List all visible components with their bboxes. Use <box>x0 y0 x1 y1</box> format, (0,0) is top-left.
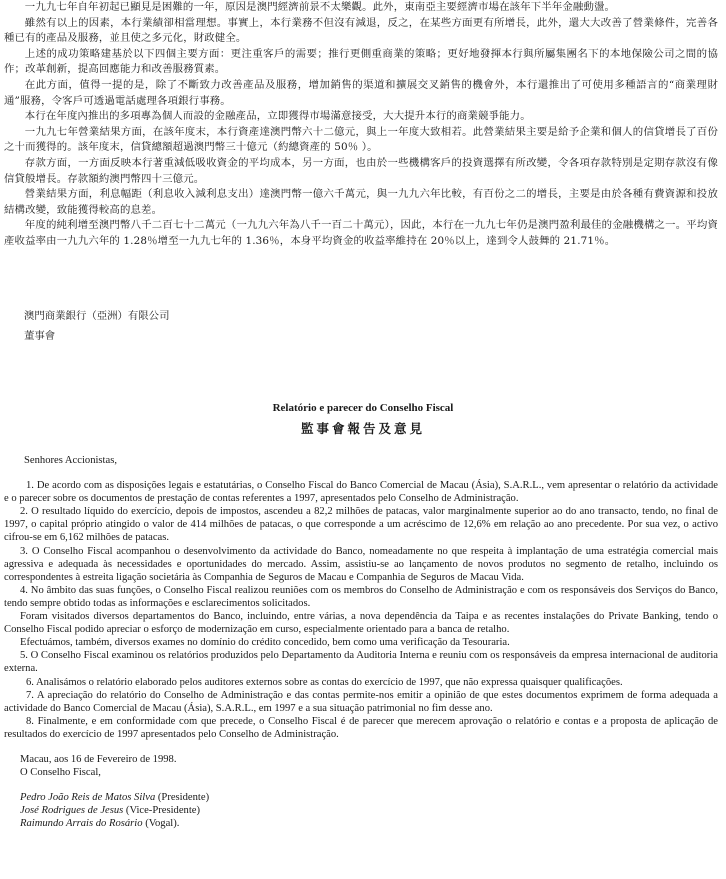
signatory-name: Pedro João Reis de Matos Silva <box>20 792 156 804</box>
zh-paragraph: 一九九七年營業結果方面，在該年度末，本行資產達澳門幣六十二億元，與上一年度大致相若。此營業結果主要是給予企業和個人的信貸增長了百份之十而獲得的。該年度末，信貸總額超過澳門幣三十億元（約總資產的 50％ ）。 <box>4 125 718 154</box>
pt-paragraph: Efectuámos, também, diversos exames no domínio do crédito concedido, bem como uma verificação da Tesouraria. <box>20 637 510 649</box>
chinese-report-body <box>4 0 718 250</box>
salutation: Senhores Accionistas, <box>24 455 117 466</box>
pt-paragraph: 2. O resultado líquido do exercício, depois de impostos, ascendeu a 82,2 milhões de patacas, valor marginalmente superior ao do ano transacto, tendo, no final de 1997, o capital próprio atingido o valor de 414 milhões de patacas, o que corresponde a um acréscimo de 12,6% em relação ao ano precedente. Por sua vez, o activo cifrou-se em 6,162 milhões de patacas. <box>4 506 718 544</box>
zh-paragraph: 本行在年度內推出的多項專為個人而設的金融產品，立即獲得市場滿意接受，大大提升本行的商業競爭能力。 <box>24 110 531 123</box>
zh-paragraph: 一九九七年自年初起已顯見是困難的一年，原因是澳門經濟前景不太樂觀。此外，東南亞主要經濟市場在該年下半年金融動盪。 <box>24 1 616 13</box>
signature-line <box>20 804 718 817</box>
pt-paragraph: 4. No âmbito das suas funções, o Conselho Fiscal realizou reuniões com os membros do Conselho de Administração e com os responsáveis dos Serviços do Banco, tendo sempre obtido todas as informações e esclarecimentos solicitados. <box>4 584 718 609</box>
pt-paragraph: 7. A apreciação do relatório do Conselho de Administração e das contas permite-nos emitir a opinião de que estes documentos exprimem de forma adequada a actividade do Banco Comercial de Macau (Ásia), S.A.R.L., em 1997 e a sua situação patrimonial no fim desse ano. <box>4 689 718 714</box>
pt-paragraph: 3. O Conselho Fiscal acompanhou o desenvolvimento da actividade do Banco, nomeadamente no que respeita à implantação de uma estratégia comercial mais agressiva e adequada às necessidades e oportunidades do mercado. Assim, assistiu-se ao lançamento de novos produtos no segmento de retalho, incluindo os correspondentes à estreita ligação societária às Companhia de Seguros de Macau e Companhia de Seguros de Macau Vida. <box>4 545 718 583</box>
signatory-name: José Rodrigues de Jesus <box>20 805 124 817</box>
closing-line: O Conselho Fiscal, <box>20 767 101 779</box>
zh-paragraph: 雖然有以上的因素，本行業績卻相當理想。事實上，本行業務不但沒有減退，反之，在某些方面更有所增長，此外，還大大改善了營業條件，完善各種已有的產品及服務，並且使之多元化，財政健全。 <box>4 16 718 45</box>
zh-paragraph: 年度的純利增至澳門幣八千二百七十二萬元（一九九六年為八千一百二十萬元），因此，本行在一九九七年仍是澳門盈利最佳的金融機構之一。平均資產收益率由一九九六年的 1.28％增至一九九七年的 1.36％，本身平均資金的收益率維持在 20％以上，達到令人鼓舞的 21.71％。 <box>4 219 718 247</box>
signature-block <box>4 791 718 830</box>
zh-paragraph: 營業結果方面，利息幅距（利息收入減利息支出）達澳門幣一億六千萬元，與一九九六年比較，有百份之二的增長，主要是由於各種有費資源和投放結構改變，致能獲得較高的息差。 <box>4 188 718 216</box>
zh-paragraph: 在此方面，值得一提的是，除了不斷致力改善產品及服務，增加銷售的渠道和擴展交叉銷售的機會外，本行還推出了可使用多種語言的“商業理財通”服務，令客戶可透過電話處理各項銀行事務。 <box>4 78 718 107</box>
date-line: Macau, aos 16 de Fevereiro de 1998. <box>20 753 177 765</box>
pt-paragraph: 1. De acordo com as disposições legais e estatutárias, o Conselho Fiscal do Banco Comercial de Macau (Ásia), S.A.R.L., vem apresentar o relatório da actividade e o parecer sobre os documentos de prestação de contas referentes a 1997, apresentados pelo Conselho de Administração. <box>4 480 718 505</box>
pt-paragraph: 8. Finalmente, e em conformidade com que precede, o Conselho Fiscal é de parecer que merecem aprovação o relatório e contas e a proposta de aplicação de resultados do exercício de 1997 apresentados pelo Conselho de Administração. <box>4 715 718 740</box>
zh-signatory-block <box>24 306 169 346</box>
fiscal-report-body <box>4 454 718 830</box>
signatory-role: (Vice-Presidente) <box>125 805 200 817</box>
pt-paragraph: 5. O Conselho Fiscal examinou os relatórios produzidos pelo Departamento da Auditoria Interna e reuniu com os responsáveis da empresa internacional de auditoria externa. <box>4 650 718 675</box>
signature-line <box>20 817 718 830</box>
signatory-name: Raimundo Arrais do Rosário <box>20 818 143 830</box>
pt-paragraph: Foram visitados diversos departamentos do Banco, incluindo, entre várias, a nova dependência da Taipa e as recentes instalações do Private Banking, tendo o Conselho Fiscal podido apreciar o esforço de modernização em curso, especialmente orientado para a banca de retalho. <box>4 611 718 636</box>
signature-line <box>20 791 718 804</box>
pt-paragraph: 6. Analisámos o relatório elaborado pelos auditores externos sobre as contas do exercício de 1997, que não expressa quaisquer qualificações. <box>26 676 623 688</box>
signatory-role: (Presidente) <box>157 792 210 804</box>
signatory-role: (Vogal). <box>145 818 180 830</box>
zh-paragraph: 存款方面，一方面反映本行著重減低吸收資金的平均成本，另一方面，也由於一些機構客戶的投資選擇有所改變，令各項存款特別是定期存款沒有像信貸般增長。存款額約澳門幣四十三億元。 <box>4 156 718 185</box>
zh-signatory-bank: 澳門商業銀行（亞洲）有限公司 <box>24 310 170 322</box>
zh-paragraph: 上述的成功策略建基於以下四個主要方面：更注重客戶的需要；推行更側重商業的策略；更好地發揮本行與所屬集團名下的本地保險公司之間的協作；改革創新，提高回應能力和改善服務質素。 <box>4 47 718 76</box>
fiscal-report-title: Relatório e parecer do Conselho Fiscal <box>272 402 454 414</box>
zh-signatory-board: 董事會 <box>24 330 56 342</box>
fiscal-report-title-zh: 監事會報告及意見 <box>300 421 425 436</box>
